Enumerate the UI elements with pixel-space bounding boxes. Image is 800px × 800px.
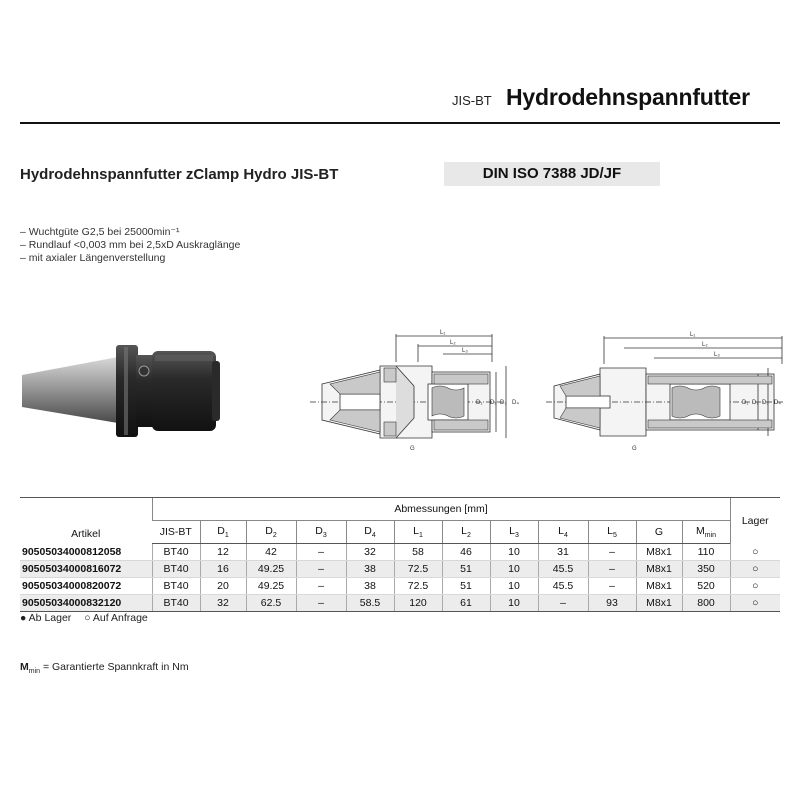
header-tag: JIS-BT (452, 93, 492, 108)
cell: BT40 (152, 561, 200, 578)
dimensions-group-header: Abmessungen [mm] (152, 498, 730, 521)
dim-l1: L₁ (690, 332, 696, 338)
cell: 10 (490, 561, 538, 578)
cell: – (538, 595, 588, 612)
cell: 350 (682, 561, 730, 578)
feature-list (20, 226, 240, 265)
cell: 10 (490, 578, 538, 595)
cell: 120 (394, 595, 442, 612)
table-row (20, 561, 780, 578)
cell: 72.5 (394, 561, 442, 578)
cell: M8x1 (636, 595, 682, 612)
cell: BT40 (152, 578, 200, 595)
col-jis-bt: JIS-BT (152, 521, 200, 544)
dim-l3: L₃ (462, 348, 468, 354)
product-title: Hydrodehnspannfutter zClamp Hydro JIS-BT (20, 166, 339, 183)
cell: 51 (442, 561, 490, 578)
header-divider (20, 122, 780, 124)
cell: 32 (200, 595, 246, 612)
technical-drawing-jf (542, 322, 787, 457)
cell: 45.5 (538, 561, 588, 578)
cell: 45.5 (538, 578, 588, 595)
cell: 10 (490, 544, 538, 561)
dim-d3: D₃ (762, 400, 769, 406)
cell: 72.5 (394, 578, 442, 595)
dim-g: G (632, 446, 637, 452)
dim-l1: L₁ (440, 330, 446, 336)
cell-lager: ○ (730, 595, 780, 612)
cell-lager: ○ (730, 544, 780, 561)
dim-d2: D₂ (752, 400, 759, 406)
cell: M8x1 (636, 578, 682, 595)
col-d3: $D_3$ (296, 521, 346, 544)
cell: 12 (200, 544, 246, 561)
cell: 58.5 (346, 595, 394, 612)
product-photo (20, 335, 250, 447)
dim-g: G (410, 446, 415, 452)
cell: M8x1 (636, 544, 682, 561)
cell: – (296, 561, 346, 578)
dim-l2: L₂ (702, 342, 708, 348)
cell: 110 (682, 544, 730, 561)
lager-header: Lager (730, 498, 780, 544)
feature-item: – Rundlauf <0,003 mm bei 2,5xD Auskraglänge (20, 239, 240, 252)
cell: M8x1 (636, 561, 682, 578)
cell: BT40 (152, 595, 200, 612)
dim-d4: D₄ (774, 400, 781, 406)
cell: 42 (246, 544, 296, 561)
cell: – (588, 561, 636, 578)
cell: 38 (346, 578, 394, 595)
col-d2: $D_2$ (246, 521, 296, 544)
mmin-footnote (20, 661, 189, 675)
col-d4: $D_4$ (346, 521, 394, 544)
dim-l2: L₂ (450, 340, 456, 346)
cell: – (296, 544, 346, 561)
col-l4: $L_4$ (538, 521, 588, 544)
dim-d1: D₁ (476, 400, 483, 406)
cell: – (588, 544, 636, 561)
cell: 38 (346, 561, 394, 578)
dim-d3: D₃ (500, 400, 507, 406)
dim-d2: D₂ (490, 400, 497, 406)
dim-d1: D₁ (742, 400, 749, 406)
cell: 46 (442, 544, 490, 561)
artikel-header: Artikel (20, 498, 152, 544)
cell: 58 (394, 544, 442, 561)
mmin-symbol: M (20, 661, 29, 673)
cell: 61 (442, 595, 490, 612)
cell-lager: ○ (730, 561, 780, 578)
dim-d4: D₄ (512, 400, 519, 406)
col-l2: $L_2$ (442, 521, 490, 544)
cell: 62.5 (246, 595, 296, 612)
table-row (20, 595, 780, 612)
cell: – (588, 578, 636, 595)
table-row (20, 544, 780, 561)
col-d1: $D_1$ (200, 521, 246, 544)
feature-item: – Wuchtgüte G2,5 bei 25000min⁻¹ (20, 226, 240, 239)
col-g: G (636, 521, 682, 544)
col-l3: $L_3$ (490, 521, 538, 544)
spec-table (20, 497, 780, 612)
cell: 31 (538, 544, 588, 561)
cell: 20 (200, 578, 246, 595)
cell: – (296, 578, 346, 595)
cell: 16 (200, 561, 246, 578)
mmin-text: = Garantierte Spannkraft in Nm (42, 661, 189, 673)
mmin-sub: min (28, 668, 41, 676)
cell: 49.25 (246, 578, 296, 595)
cell-lager: ○ (730, 578, 780, 595)
table-row (20, 578, 780, 595)
technical-drawing-jd (300, 322, 530, 457)
cell: 51 (442, 578, 490, 595)
dim-l3: L₃ (714, 352, 720, 358)
col-l1: $L_1$ (394, 521, 442, 544)
cell-artikel: 90505034000820072 (20, 578, 152, 595)
cell: 520 (682, 578, 730, 595)
cell-artikel: 90505034000832120 (20, 595, 152, 612)
cell: 32 (346, 544, 394, 561)
legend-auf-anfrage: ○ Auf Anfrage (84, 612, 148, 624)
cell-artikel: 90505034000812058 (20, 544, 152, 561)
legend-ab-lager: ● Ab Lager (20, 612, 72, 624)
standard-badge: DIN ISO 7388 JD/JF (444, 162, 660, 186)
feature-item: – mit axialer Längenverstellung (20, 252, 240, 265)
cell: BT40 (152, 544, 200, 561)
cell: 10 (490, 595, 538, 612)
cell: 800 (682, 595, 730, 612)
col-l5: $L_5$ (588, 521, 636, 544)
cell: – (296, 595, 346, 612)
cell: 93 (588, 595, 636, 612)
cell: 49.25 (246, 561, 296, 578)
col-mmin: $M_{min}$ (682, 521, 730, 544)
cell-artikel: 90505034000816072 (20, 561, 152, 578)
page-title: Hydrodehnspannfutter (506, 84, 750, 110)
availability-legend (20, 612, 158, 624)
